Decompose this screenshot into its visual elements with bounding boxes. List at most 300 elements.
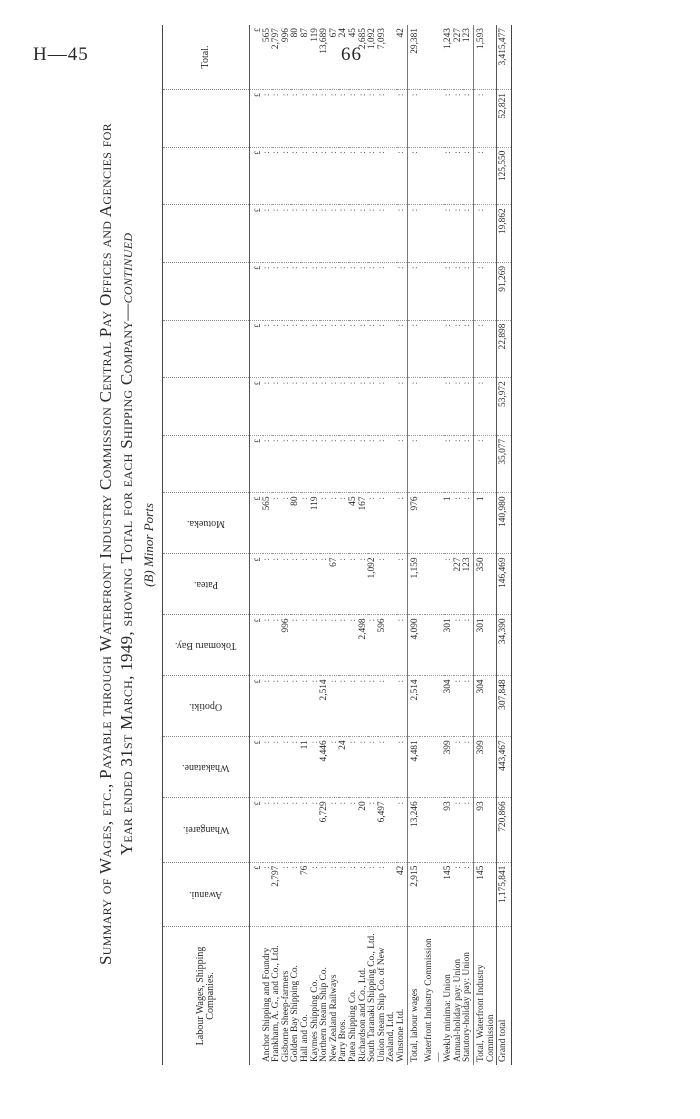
table-row (339, 25, 349, 1065)
table-cell: 2,514 (320, 676, 330, 737)
table-cell: : (320, 320, 330, 378)
table-row (320, 25, 330, 1065)
table-cell: : (291, 676, 301, 737)
table-cell: : (474, 320, 497, 378)
table-cell: 301 (444, 615, 454, 676)
table-cell: : (301, 615, 311, 676)
table-cell: : (330, 378, 340, 436)
header-port-name: Opotiki. (189, 700, 223, 712)
table-cell: : (454, 737, 464, 798)
table-cell: : (359, 262, 369, 320)
table-cell: : (301, 676, 311, 737)
table-row (368, 25, 378, 1065)
table-cell: 123 (463, 554, 473, 615)
row-label: Richardson and Co., Ltd. (357, 967, 368, 1062)
table-cell: : (463, 320, 473, 378)
table-cell: : (272, 493, 282, 554)
table-cell: : (291, 435, 301, 493)
table-cell: 80 (291, 25, 301, 90)
row-label: Kaymes Shipping Co. (309, 979, 320, 1062)
table-cell: : (301, 378, 311, 436)
table-cell: : (368, 262, 378, 320)
table-cell: : (263, 205, 273, 263)
table-cell: 20 (359, 798, 369, 862)
table-cell: : (291, 615, 301, 676)
table-cell: : (311, 676, 321, 737)
table-row (301, 25, 311, 1065)
table-cell: 34,390 (497, 615, 512, 676)
table-cell: : (378, 493, 397, 554)
table-cell: 119 (311, 493, 321, 554)
table-cell: : (378, 320, 397, 378)
table-cell: £ (250, 320, 263, 378)
table-cell: : (263, 435, 273, 493)
table-cell: : (444, 205, 454, 263)
table-cell: : (291, 90, 301, 148)
page-number: 66 (341, 44, 362, 65)
table-cell: 443,467 (497, 737, 512, 798)
table-cell: : (291, 737, 301, 798)
table-cell (425, 378, 444, 436)
table-cell: 24 (339, 25, 349, 90)
table-cell: : (359, 676, 369, 737)
table-cell (425, 147, 444, 205)
table-cell: : (263, 676, 273, 737)
table-cell: : (301, 435, 311, 493)
row-label: Union Steam Ship Co. of New Zealand, Ltd. (376, 947, 397, 1062)
table-cell: : (320, 554, 330, 615)
table-cell: : (407, 205, 420, 263)
document-title (95, 29, 137, 1059)
table-cell: : (349, 676, 359, 737)
table-row (291, 25, 301, 1065)
table-cell: £ (250, 378, 263, 436)
table-cell: : (378, 205, 397, 263)
table-cell: : (272, 262, 282, 320)
row-label: Parry Bros. (338, 1019, 349, 1062)
table-cell: : (282, 378, 292, 436)
table-row (378, 25, 397, 1065)
table-cell: 29,381 (407, 25, 420, 90)
table-cell: £ (250, 493, 263, 554)
table-cell: : (454, 798, 464, 862)
table-cell: : (454, 862, 464, 926)
table-cell: : (282, 435, 292, 493)
table-cell: : (397, 90, 407, 148)
table-cell: : (311, 737, 321, 798)
table-cell: 3,415,477 (497, 25, 512, 90)
table-cell: 304 (444, 676, 454, 737)
table-cell (425, 320, 444, 378)
rotated-table-region (92, 25, 612, 1065)
table-cell: : (272, 554, 282, 615)
table-cell: : (378, 378, 397, 436)
table-cell: : (301, 493, 311, 554)
title-continued: continued (117, 232, 136, 304)
header-col-1 (163, 798, 250, 862)
table-cell: : (330, 205, 340, 263)
table-cell: : (291, 147, 301, 205)
table-cell: : (320, 493, 330, 554)
row-label: Winstone Ltd. (395, 1008, 406, 1062)
table-cell: : (444, 554, 454, 615)
header-labour-wages: Labour Wages, Shipping Companies. (163, 926, 250, 1065)
table-cell: 565 (263, 25, 273, 90)
header-col-11 (163, 205, 250, 263)
table-cell: : (291, 205, 301, 263)
total-commission-row (474, 25, 497, 1065)
table-cell: : (463, 798, 473, 862)
table-cell: : (272, 90, 282, 148)
table-cell: 350 (474, 554, 497, 615)
table-cell: : (320, 262, 330, 320)
table-cell: : (263, 554, 273, 615)
table-cell: : (359, 320, 369, 378)
table-cell: 304 (474, 676, 497, 737)
table-cell: : (263, 615, 273, 676)
table-cell: : (311, 147, 321, 205)
row-label: South Taranaki Shipping Co., Ltd. (367, 933, 378, 1062)
table-cell (425, 676, 444, 737)
table-cell: : (397, 320, 407, 378)
table-cell: : (272, 798, 282, 862)
table-cell: 6,497 (378, 798, 397, 862)
row-label: Gisborne Sheep-farmers (280, 970, 291, 1062)
table-cell: : (291, 862, 301, 926)
table-cell: 1,092 (368, 554, 378, 615)
table-cell: 7,093 (378, 25, 397, 90)
wages-table (162, 25, 512, 1065)
table-cell: : (454, 320, 464, 378)
header-col-3 (163, 676, 250, 737)
table-cell: : (378, 262, 397, 320)
table-cell: £ (250, 205, 263, 263)
table-cell: : (263, 737, 273, 798)
title-line-1: Summary of Wages, etc., Payable through Waterfront Industry Commission Central Pay Offices and Agencies for (96, 123, 115, 966)
table-cell: £ (250, 615, 263, 676)
table-cell (425, 205, 444, 263)
table-cell: £ (250, 862, 263, 926)
table-cell: 996 (282, 25, 292, 90)
table-cell: : (463, 676, 473, 737)
table-cell: : (474, 205, 497, 263)
table-cell: : (330, 676, 340, 737)
row-label: Waterfront Industry Commission— (424, 938, 444, 1062)
table-cell: £ (250, 25, 263, 90)
table-cell: 67 (330, 25, 340, 90)
table-cell: : (291, 320, 301, 378)
table-cell: : (474, 435, 497, 493)
header-port-name: Motueka. (186, 517, 226, 529)
table-cell: : (359, 147, 369, 205)
table-cell: 4,481 (407, 737, 420, 798)
table-cell: 2,685 (359, 25, 369, 90)
table-cell: : (349, 262, 359, 320)
table-cell: : (454, 676, 464, 737)
table-cell: : (282, 798, 292, 862)
table-cell: : (463, 262, 473, 320)
table-cell: 399 (474, 737, 497, 798)
table-cell: 1,092 (368, 25, 378, 90)
total-labour-row (407, 25, 420, 1065)
row-label: New Zealand Railways (328, 974, 339, 1062)
table-cell: : (463, 205, 473, 263)
table-cell: : (397, 147, 407, 205)
table-cell: 93 (474, 798, 497, 862)
table-cell: 67 (330, 554, 340, 615)
table-cell: : (463, 147, 473, 205)
table-cell: 1,159 (407, 554, 420, 615)
table-cell: £ (250, 676, 263, 737)
table-cell: 4,446 (320, 737, 330, 798)
table-cell: : (474, 147, 497, 205)
table-cell: : (272, 435, 282, 493)
row-label: Northern Steam Ship Co. (319, 967, 330, 1062)
table-cell: 596 (378, 615, 397, 676)
table-cell: : (339, 205, 349, 263)
table-cell (425, 737, 444, 798)
table-cell: : (359, 554, 369, 615)
table-row (282, 25, 292, 1065)
table-cell: 720,866 (497, 798, 512, 862)
header-port-name: Patea. (193, 578, 219, 590)
table-cell: 2,915 (407, 862, 420, 926)
table-cell: : (454, 615, 464, 676)
table-cell: 167 (359, 493, 369, 554)
table-cell: : (368, 615, 378, 676)
table-cell: : (272, 205, 282, 263)
table-cell: 996 (282, 615, 292, 676)
header-col-7 (163, 435, 250, 493)
table-cell: : (330, 262, 340, 320)
table-cell: : (368, 676, 378, 737)
title-line-2: Year ended 31st March, 1949, showing Total for each Shipping Company— (117, 303, 136, 856)
table-cell: : (282, 262, 292, 320)
table-cell: : (263, 90, 273, 148)
table-cell: : (263, 798, 273, 862)
table-cell (425, 554, 444, 615)
table-cell: : (463, 493, 473, 554)
table-cell: : (301, 262, 311, 320)
table-cell: : (282, 147, 292, 205)
table-cell: : (368, 205, 378, 263)
table-cell: 565 (263, 493, 273, 554)
table-cell: : (378, 676, 397, 737)
table-cell: : (330, 435, 340, 493)
table-cell: 13,689 (320, 25, 330, 90)
table-row (397, 25, 407, 1065)
row-label: Hall and Co. (299, 1014, 310, 1062)
table-cell: 1,593 (474, 25, 497, 90)
table-cell: : (272, 378, 282, 436)
table-cell: 42 (397, 25, 407, 90)
table-cell: 35,077 (497, 435, 512, 493)
table-cell: : (301, 147, 311, 205)
table-cell: 53,972 (497, 378, 512, 436)
table-cell: : (263, 147, 273, 205)
table-cell: : (272, 615, 282, 676)
table-cell: : (349, 320, 359, 378)
table-cell: £ (250, 798, 263, 862)
table-cell: 6,729 (320, 798, 330, 862)
header-port-name: Whangarei. (182, 824, 230, 836)
table-cell: : (320, 615, 330, 676)
table-cell: : (349, 798, 359, 862)
table-cell: : (291, 798, 301, 862)
header-col-8 (163, 378, 250, 436)
table-cell: : (349, 554, 359, 615)
header-col-6 (163, 493, 250, 554)
table-cell: : (272, 320, 282, 378)
table-cell: : (463, 90, 473, 148)
table-cell: : (378, 90, 397, 148)
table-cell: : (263, 320, 273, 378)
table-cell: : (368, 90, 378, 148)
table-cell: : (291, 378, 301, 436)
table-cell: : (454, 205, 464, 263)
table-cell: : (339, 862, 349, 926)
table-cell: £ (250, 90, 263, 148)
table-cell: : (397, 615, 407, 676)
section-subtitle: (B) Minor Ports (141, 503, 156, 587)
table-cell: : (407, 262, 420, 320)
table-cell: : (311, 615, 321, 676)
table-cell: : (311, 378, 321, 436)
table-cell: : (444, 262, 454, 320)
grand-total-row (497, 25, 512, 1065)
table-cell (425, 262, 444, 320)
table-cell: : (349, 862, 359, 926)
table-cell: 2,797 (272, 25, 282, 90)
table-cell: : (407, 320, 420, 378)
table-cell: : (339, 147, 349, 205)
table-cell: : (291, 554, 301, 615)
table-cell: : (463, 862, 473, 926)
table-cell: : (320, 378, 330, 436)
header-col-12 (163, 147, 250, 205)
table-cell: : (474, 90, 497, 148)
table-cell: : (407, 435, 420, 493)
table-cell: : (359, 378, 369, 436)
table-cell: : (474, 262, 497, 320)
table-cell: 19,862 (497, 205, 512, 263)
table-cell: : (263, 378, 273, 436)
table-cell: : (311, 90, 321, 148)
table-cell: : (397, 737, 407, 798)
table-cell: : (368, 147, 378, 205)
header-col-4 (163, 615, 250, 676)
table-cell: 80 (291, 493, 301, 554)
table-cell: : (339, 615, 349, 676)
table-cell: : (320, 90, 330, 148)
table-cell: : (330, 147, 340, 205)
table-cell (425, 90, 444, 148)
table-cell (425, 862, 444, 926)
table-cell: : (330, 737, 340, 798)
table-cell: : (444, 435, 454, 493)
table-cell: 4,090 (407, 615, 420, 676)
table-cell: 119 (311, 25, 321, 90)
table-cell: : (282, 862, 292, 926)
table-header-row (163, 25, 250, 1065)
table-cell: : (407, 90, 420, 148)
table-cell: : (407, 147, 420, 205)
table-cell: : (339, 435, 349, 493)
commission-heading-row (425, 25, 444, 1065)
header-port-name: Awanui. (189, 888, 223, 900)
table-cell: : (368, 435, 378, 493)
table-cell: 45 (349, 493, 359, 554)
table-cell: 52,821 (497, 90, 512, 148)
table-cell: : (368, 378, 378, 436)
table-cell: 1 (444, 493, 454, 554)
row-label: Annual-holiday pay: Union (452, 958, 463, 1062)
table-cell: 2,797 (272, 862, 282, 926)
table-cell: : (349, 435, 359, 493)
table-cell: : (368, 798, 378, 862)
table-cell: 125,550 (497, 147, 512, 205)
table-cell: : (463, 615, 473, 676)
table-cell (425, 798, 444, 862)
row-label: Patea Shipping Co. (347, 989, 358, 1062)
table-cell: : (301, 798, 311, 862)
header-port-name: Whakatane. (182, 761, 230, 773)
table-cell: : (378, 147, 397, 205)
table-cell: : (311, 798, 321, 862)
row-label: Statutory-holiday pay: Union (462, 952, 473, 1062)
table-cell: 399 (444, 737, 454, 798)
table-cell: : (282, 676, 292, 737)
table-cell: : (463, 737, 473, 798)
table-cell: : (330, 798, 340, 862)
row-label: Frankham, A. G., and Co., Ltd. (271, 945, 282, 1062)
table-cell: 145 (474, 862, 497, 926)
header-col-9 (163, 320, 250, 378)
header-port-name: Tokomaru Bay. (175, 639, 237, 651)
table-cell: : (359, 737, 369, 798)
table-cell (425, 435, 444, 493)
table-cell: : (272, 737, 282, 798)
row-label: Weekly minima: Union (443, 974, 454, 1062)
table-cell: 87 (301, 25, 311, 90)
table-cell: : (282, 737, 292, 798)
table-cell: : (282, 320, 292, 378)
table-cell: : (339, 554, 349, 615)
table-cell: : (263, 262, 273, 320)
table-cell: : (311, 862, 321, 926)
table-cell: : (339, 798, 349, 862)
table-cell: : (397, 262, 407, 320)
table-cell: : (311, 205, 321, 263)
table-cell: £ (250, 737, 263, 798)
table-cell: : (282, 90, 292, 148)
table-cell: : (378, 862, 397, 926)
table-cell: : (454, 378, 464, 436)
table-cell: : (444, 320, 454, 378)
table-cell: £ (250, 554, 263, 615)
table-cell: : (397, 435, 407, 493)
table-cell: 227 (454, 25, 464, 90)
row-label: Total, Waterfront Industry Commission (474, 926, 497, 1065)
table-row (454, 25, 464, 1065)
table-row (330, 25, 340, 1065)
table-cell: : (454, 493, 464, 554)
table-cell: : (444, 147, 454, 205)
header-col-10 (163, 262, 250, 320)
table-body (250, 25, 512, 1065)
table-cell: : (330, 615, 340, 676)
table-cell: : (368, 737, 378, 798)
